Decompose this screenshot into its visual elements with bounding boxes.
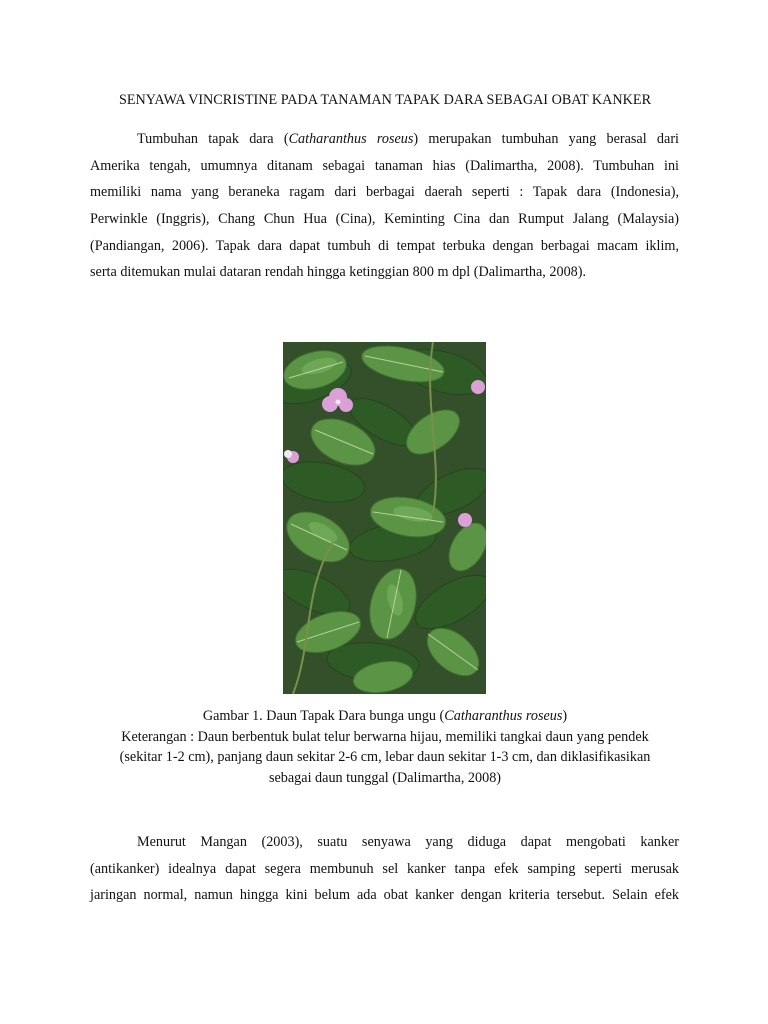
paragraph-line: (Pandiangan, 2006). Tapak dara dapat tumbuh di tempat terbuka dengan berbagai macam iklim, (90, 237, 679, 254)
periwinkle-leaves-photo (283, 342, 486, 694)
document-title: SENYAWA VINCRISTINE PADA TANAMAN TAPAK DARA SEBAGAI OBAT KANKER (118, 92, 652, 108)
species-name-italic: Catharanthus roseus (288, 131, 414, 147)
paragraph-anticancer (90, 829, 679, 909)
species-name-italic: Catharanthus roseus (444, 708, 563, 724)
paragraph-line: Menurut Mangan (2003), suatu senyawa yang diduga dapat mengobati kanker (137, 834, 679, 850)
caption-note-line: sebagai daun tunggal (Dalimartha, 2008) (268, 769, 502, 786)
caption-title: Gambar 1. Daun Tapak Dara bunga ungu (Catharanthus roseus) (202, 708, 568, 724)
caption-note-line: (sekitar 1-2 cm), panjang daun sekitar 2-6 cm, lebar daun sekitar 1-3 cm, dan diklasifikasikan (119, 749, 651, 766)
caption-note-line: Keterangan : Daun berbentuk bulat telur berwarna hijau, memiliki tangkai daun yang pendek (121, 728, 649, 745)
paragraph-line: Amerika tengah, umumnya ditanam sebagai tanaman hias (Dalimartha, 2008). Tumbuhan ini (90, 157, 679, 174)
paragraph-line: jaringan normal, namun hingga kini belum ada obat kanker dengan kriteria tersebut. Selain efek (90, 887, 679, 904)
figure-caption (90, 706, 680, 788)
paragraph-line: Perwinkle (Inggris), Chang Chun Hua (Cina), Keminting Cina dan Rumput Jalang (Malaysia) (90, 211, 679, 228)
paragraph-line: memiliki nama yang beraneka ragam dari berbagai daerah seperti : Tapak dara (Indonesia), (90, 184, 679, 201)
paragraph-line: (antikanker) idealnya dapat segera membunuh sel kanker tanpa efek samping seperti merusak (90, 860, 679, 877)
paragraph-intro (90, 126, 679, 286)
paragraph-line: Tumbuhan tapak dara (Catharanthus roseus) merupakan tumbuhan yang berasal dari (137, 131, 679, 147)
paragraph-line: serta ditemukan mulai dataran rendah hingga ketinggian 800 m dpl (Dalimartha, 2008). (90, 264, 587, 281)
